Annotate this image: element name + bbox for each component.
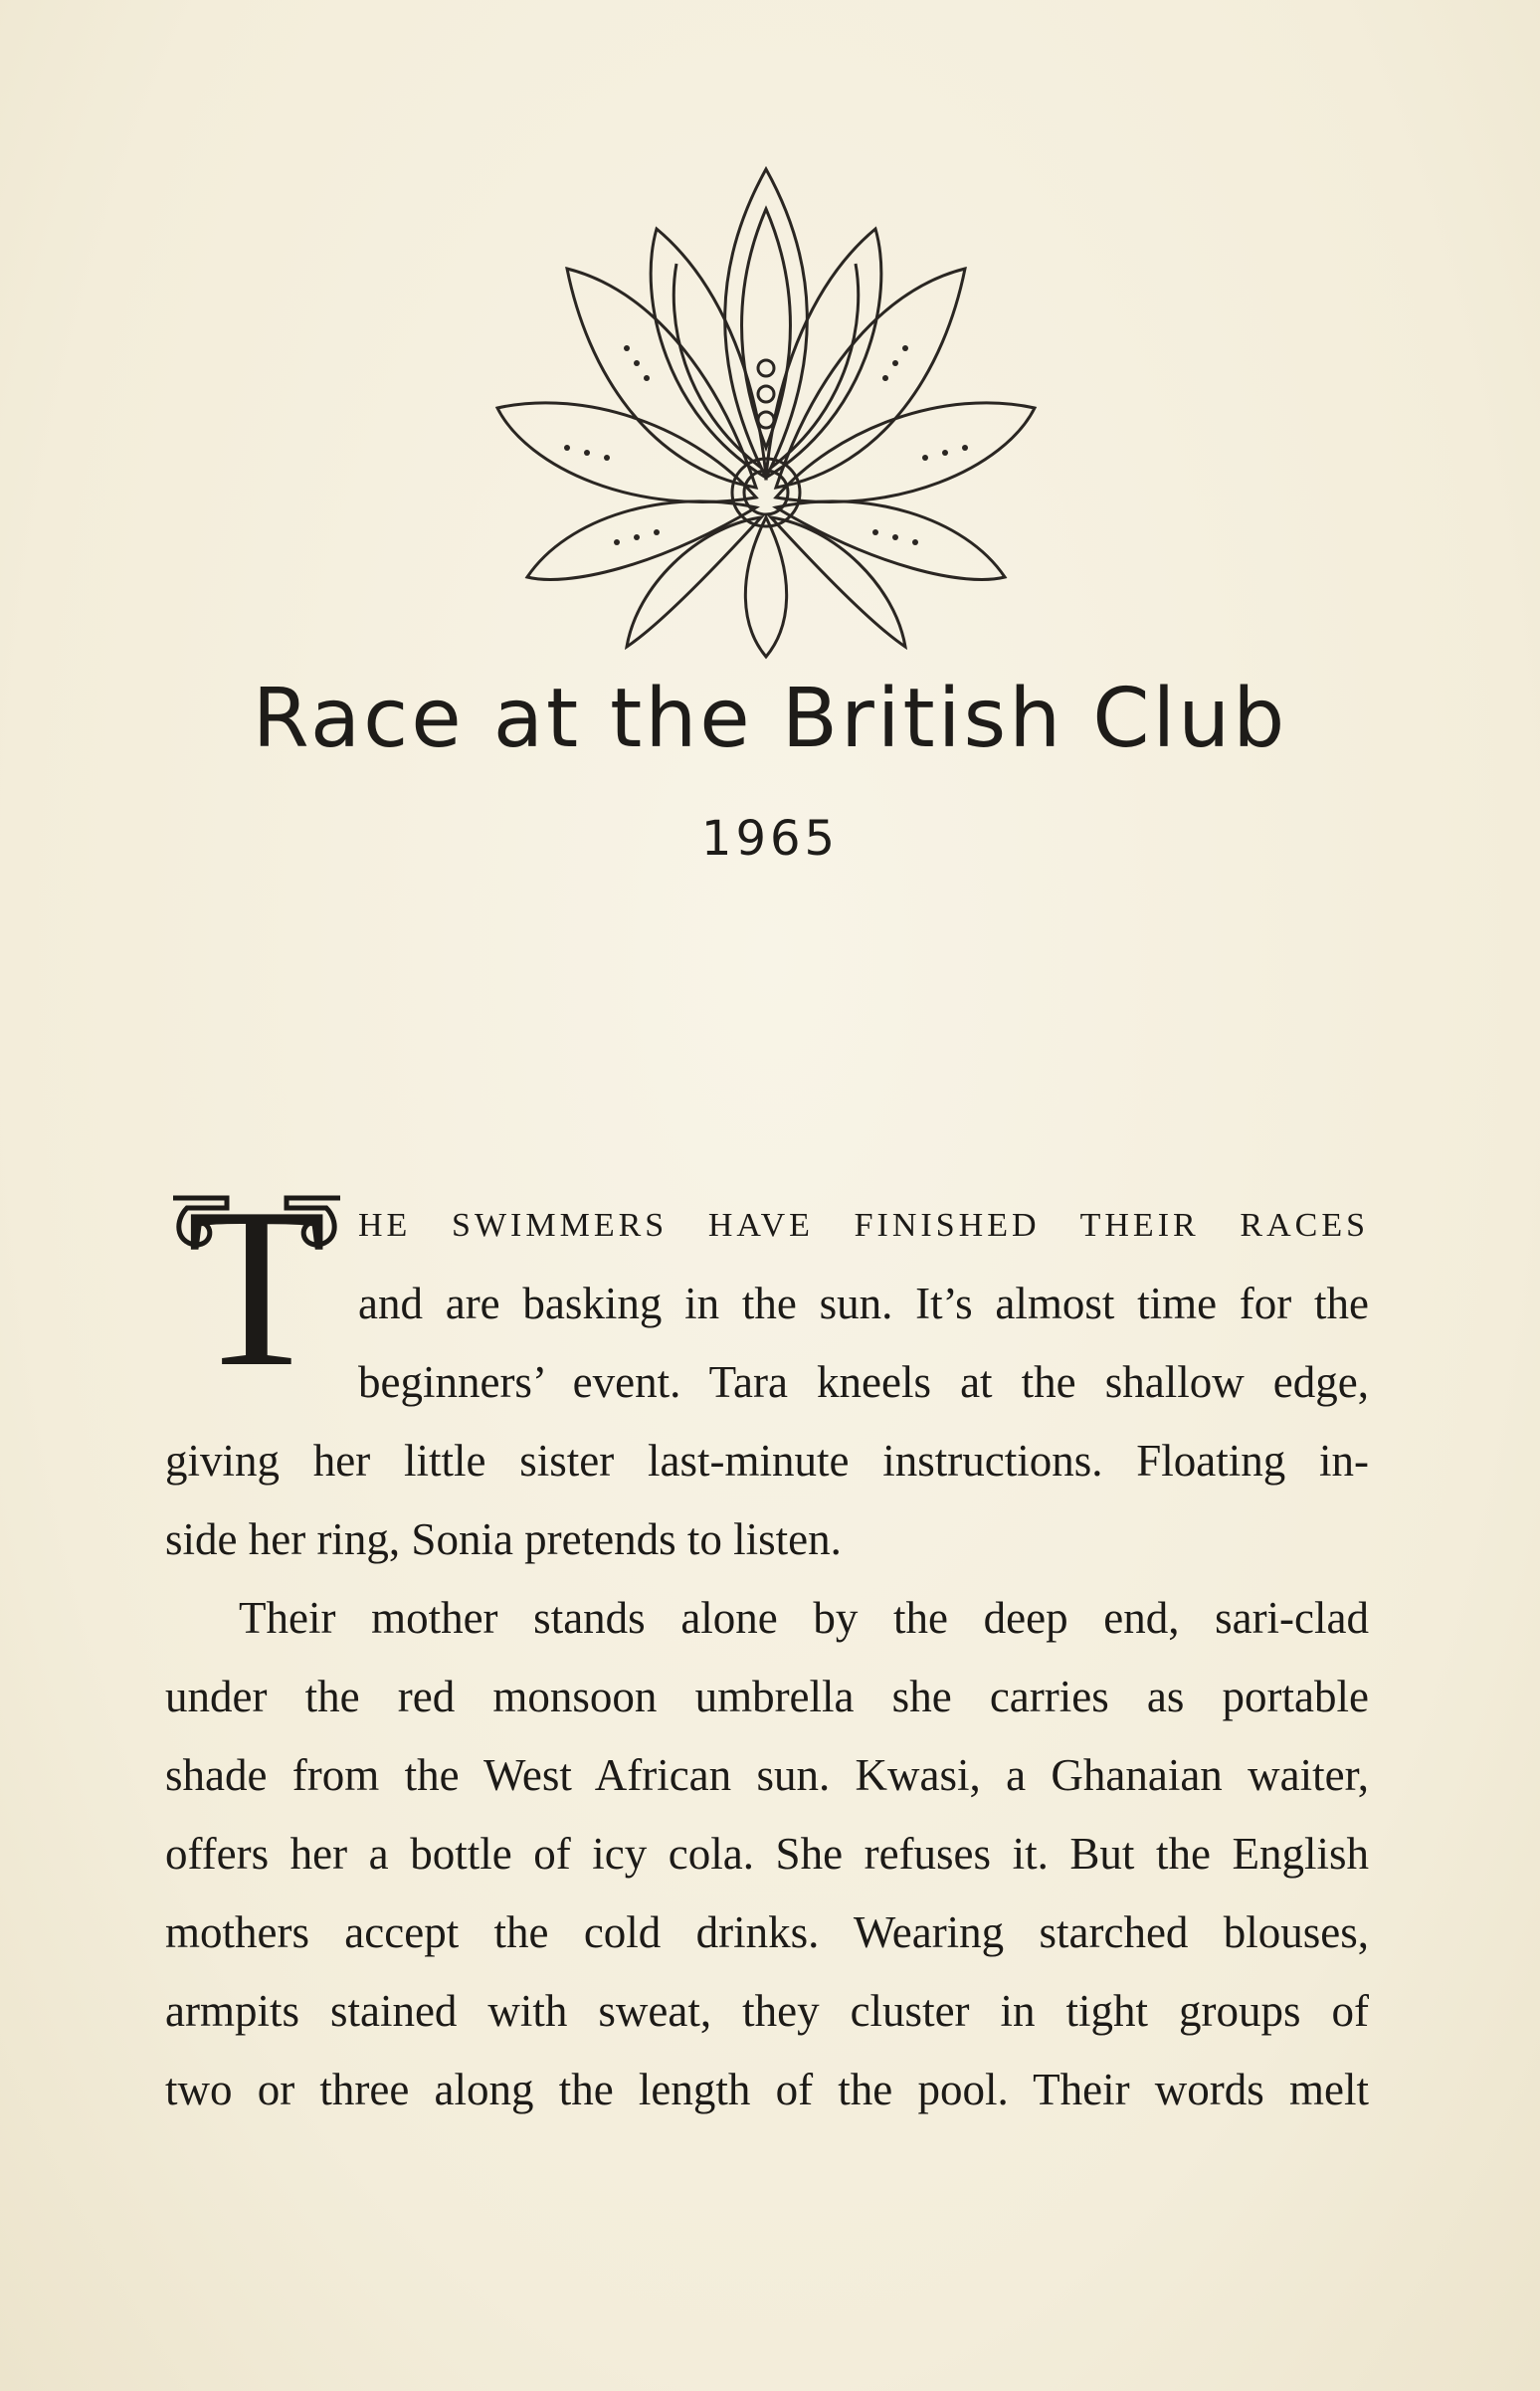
text-line: giving her little sister last-minute instructions. Floating in- [165,1436,1369,1486]
paragraph-1 [165,1186,1369,1579]
paragraph-2 [165,1579,1369,2129]
text-line: mothers accept the cold drinks. Wearing starched blouses, [165,1907,1369,1957]
lead-in-line: HE SWIMMERS HAVE FINISHED THEIR RACES [358,1207,1369,1244]
text-line: side her ring, Sonia pretends to listen. [165,1514,842,1564]
chapter-year: 1965 [700,811,840,867]
chapter-title: Race at the British Club [252,672,1288,766]
body-text [165,1186,1369,2129]
text-line: armpits stained with sweat, they cluster in tight groups of [165,1986,1369,2036]
text-line: offers her a bottle of icy cola. She refuses it. But the English [165,1829,1369,1879]
text-line: beginners’ event. Tara kneels at the shallow edge, [358,1357,1369,1407]
text-line: and are basking in the sun. It’s almost time for the [358,1279,1369,1328]
lotus-flower-icon [468,149,1064,667]
dropcap-block [165,1186,1369,1422]
text-line: under the red monsoon umbrella she carries as portable [165,1672,1369,1721]
dropcap-letter: T [186,1190,327,1389]
text-line: two or three along the length of the pool. Their words melt [165,2065,1369,2114]
text-line: Their mother stands alone by the deep end, sari-clad [239,1593,1369,1643]
text-line: shade from the West African sun. Kwasi, a Ghanaian waiter, [165,1750,1369,1800]
